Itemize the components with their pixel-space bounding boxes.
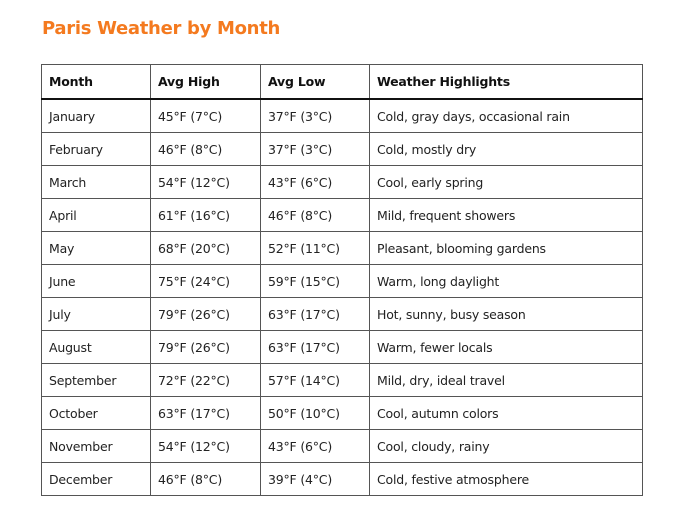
highlights-cell: Cold, mostly dry — [370, 133, 643, 166]
avg-low-cell: 43°F (6°C) — [261, 430, 370, 463]
table-row — [42, 133, 643, 166]
month-cell: August — [42, 331, 151, 364]
table-row — [42, 463, 643, 496]
table-row — [42, 430, 643, 463]
table-row — [42, 265, 643, 298]
table-header-row — [42, 65, 643, 100]
table-row — [42, 99, 643, 133]
avg-low-cell: 37°F (3°C) — [261, 133, 370, 166]
avg-high-cell: 46°F (8°C) — [151, 463, 261, 496]
highlights-cell: Cool, autumn colors — [370, 397, 643, 430]
highlights-cell: Mild, frequent showers — [370, 199, 643, 232]
highlights-cell: Hot, sunny, busy season — [370, 298, 643, 331]
avg-low-cell: 63°F (17°C) — [261, 331, 370, 364]
avg-high-cell: 45°F (7°C) — [151, 99, 261, 133]
table-row — [42, 298, 643, 331]
table-row — [42, 397, 643, 430]
header-weather-highlights: Weather Highlights — [370, 65, 643, 100]
highlights-cell: Cold, gray days, occasional rain — [370, 99, 643, 133]
highlights-cell: Warm, long daylight — [370, 265, 643, 298]
highlights-cell: Pleasant, blooming gardens — [370, 232, 643, 265]
highlights-cell: Warm, fewer locals — [370, 331, 643, 364]
month-cell: October — [42, 397, 151, 430]
highlights-cell: Cool, early spring — [370, 166, 643, 199]
avg-low-cell: 50°F (10°C) — [261, 397, 370, 430]
avg-low-cell: 39°F (4°C) — [261, 463, 370, 496]
avg-high-cell: 54°F (12°C) — [151, 166, 261, 199]
avg-high-cell: 79°F (26°C) — [151, 298, 261, 331]
avg-low-cell: 43°F (6°C) — [261, 166, 370, 199]
table-body — [42, 99, 643, 496]
avg-high-cell: 75°F (24°C) — [151, 265, 261, 298]
avg-low-cell: 63°F (17°C) — [261, 298, 370, 331]
avg-high-cell: 54°F (12°C) — [151, 430, 261, 463]
avg-high-cell: 63°F (17°C) — [151, 397, 261, 430]
table-row — [42, 232, 643, 265]
avg-high-cell: 72°F (22°C) — [151, 364, 261, 397]
month-cell: June — [42, 265, 151, 298]
avg-high-cell: 46°F (8°C) — [151, 133, 261, 166]
month-cell: May — [42, 232, 151, 265]
header-avg-high: Avg High — [151, 65, 261, 100]
avg-low-cell: 37°F (3°C) — [261, 99, 370, 133]
highlights-cell: Cold, festive atmosphere — [370, 463, 643, 496]
table-row — [42, 364, 643, 397]
month-cell: September — [42, 364, 151, 397]
avg-high-cell: 68°F (20°C) — [151, 232, 261, 265]
avg-low-cell: 46°F (8°C) — [261, 199, 370, 232]
header-month: Month — [42, 65, 151, 100]
avg-high-cell: 79°F (26°C) — [151, 331, 261, 364]
month-cell: April — [42, 199, 151, 232]
avg-low-cell: 59°F (15°C) — [261, 265, 370, 298]
avg-low-cell: 52°F (11°C) — [261, 232, 370, 265]
table-row — [42, 166, 643, 199]
month-cell: January — [42, 99, 151, 133]
avg-low-cell: 57°F (14°C) — [261, 364, 370, 397]
header-avg-low: Avg Low — [261, 65, 370, 100]
month-cell: February — [42, 133, 151, 166]
month-cell: December — [42, 463, 151, 496]
month-cell: July — [42, 298, 151, 331]
highlights-cell: Mild, dry, ideal travel — [370, 364, 643, 397]
table-row — [42, 199, 643, 232]
avg-high-cell: 61°F (16°C) — [151, 199, 261, 232]
page-title: Paris Weather by Month — [42, 18, 281, 39]
month-cell: November — [42, 430, 151, 463]
weather-table — [41, 64, 643, 496]
table-row — [42, 331, 643, 364]
highlights-cell: Cool, cloudy, rainy — [370, 430, 643, 463]
month-cell: March — [42, 166, 151, 199]
